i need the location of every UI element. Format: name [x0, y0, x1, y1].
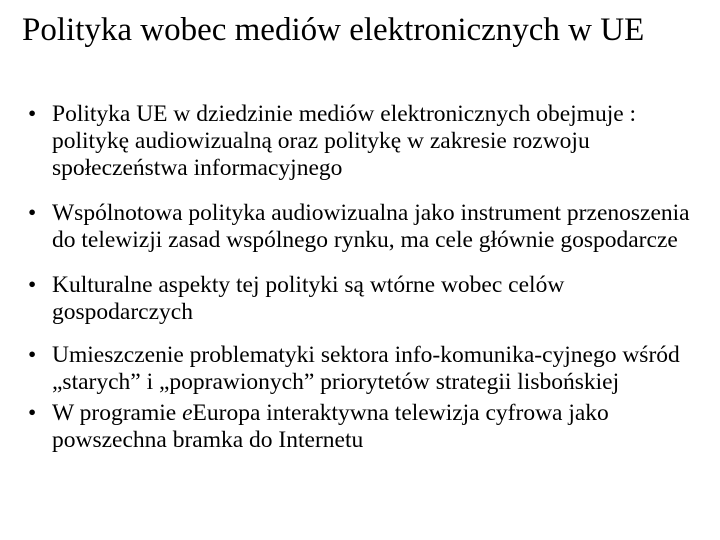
bullet-item [28, 272, 708, 326]
bullet-item [28, 400, 708, 454]
bullet-text: Umieszczenie problematyki sektora info-komunika-cyjnego wśród „starych” i „poprawionych” priorytetów strategii lisbońskiej [52, 342, 680, 395]
bullet-marker: • [28, 272, 37, 298]
bullet-text-emphasis: e [182, 400, 193, 426]
bullet-text: Polityka UE w dziedzinie mediów elektronicznych obejmuje : politykę audiowizualną oraz politykę w zakresie rozwoju społeczeństwa informacyjnego [52, 101, 637, 181]
bullet-list [28, 101, 708, 454]
bullet-text: Wspólnotowa polityka audiowizualna jako instrument przenoszenia do telewizji zasad wspólnego rynku, ma cele głównie gospodarcze [52, 200, 690, 253]
bullet-item [28, 101, 708, 182]
bullet-text: Kulturalne aspekty tej polityki są wtórne wobec celów gospodarczych [52, 272, 565, 325]
bullet-text [52, 400, 609, 453]
bullet-item [28, 200, 708, 254]
bullet-marker: • [28, 400, 37, 426]
bullet-item [28, 342, 708, 396]
bullet-marker: • [28, 101, 37, 127]
bullet-marker: • [28, 200, 37, 226]
slide-title: Polityka wobec mediów elektronicznych w UE [22, 12, 645, 48]
bullet-text-prefix: W programie [52, 400, 183, 426]
bullet-marker: • [28, 342, 37, 368]
bullet-text-suffix: Europa interaktywna telewizja cyfrowa jako powszechna bramka do Internetu [52, 400, 609, 453]
